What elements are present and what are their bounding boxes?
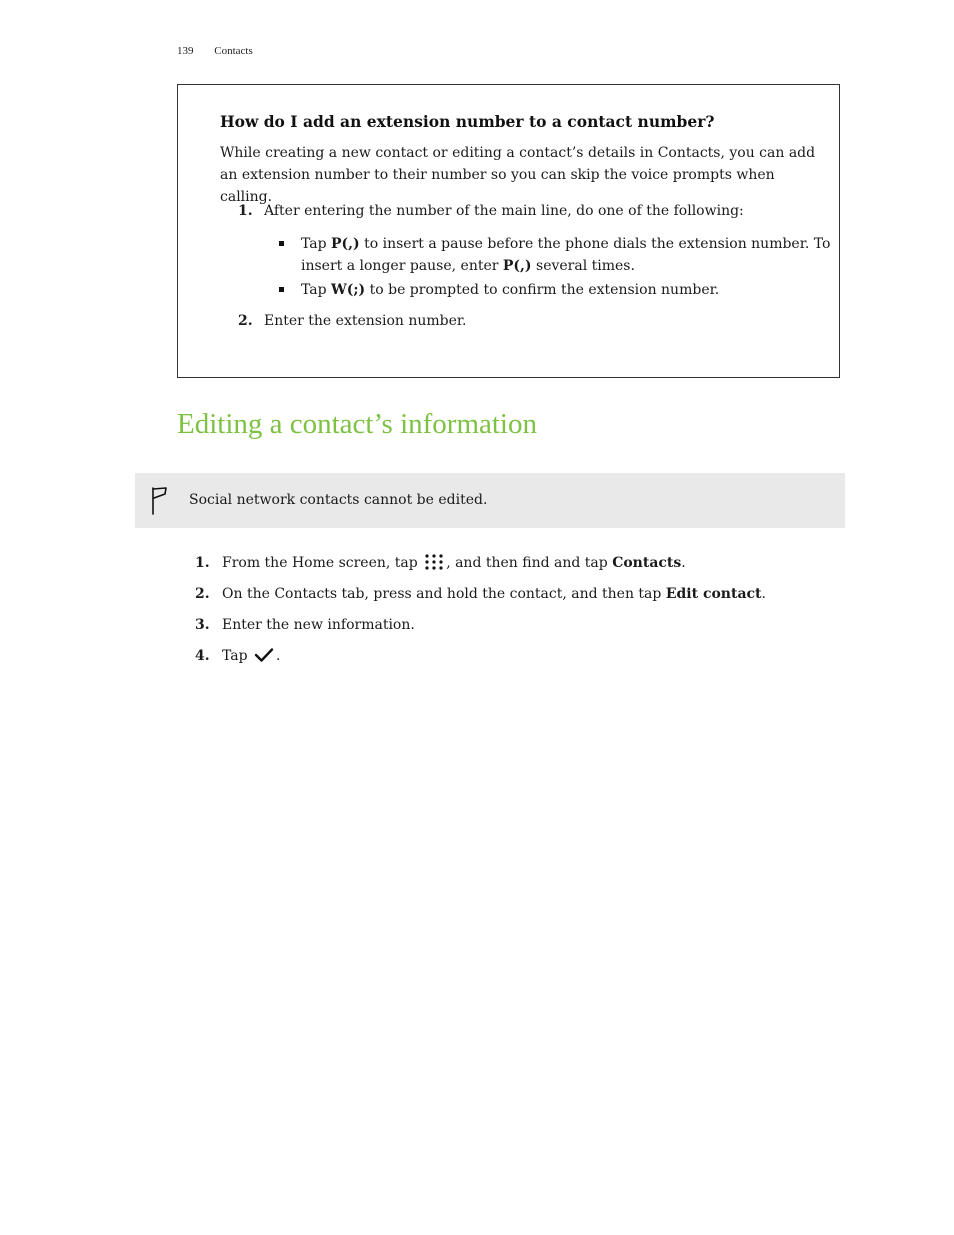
bullet-text <box>301 233 841 277</box>
apps-grid-icon <box>424 553 444 578</box>
step-text-part: . <box>276 648 281 664</box>
step-bold-term: Contacts <box>612 555 682 571</box>
bullet-bold-code: W(;) <box>331 282 366 298</box>
edit-step-2 <box>195 583 795 605</box>
page-number: 139 <box>177 45 194 57</box>
bullet-text-part: Tap <box>301 282 332 298</box>
edit-step-4 <box>195 645 795 667</box>
edit-step-1 <box>195 552 795 574</box>
step-text: Enter the new information. <box>222 617 415 633</box>
step-text <box>222 552 686 578</box>
step-text-part: . <box>761 586 766 602</box>
bullet-text-part: to be prompted to confirm the extension number. <box>365 282 720 298</box>
faq-bullet-2 <box>279 279 839 301</box>
bullet-bold-code: P(,) <box>331 236 360 252</box>
step-text: Enter the extension number. <box>264 313 467 329</box>
edit-step-3 <box>195 614 795 636</box>
bullet-text-part: several times. <box>531 258 635 274</box>
note-text: Social network contacts cannot be edited. <box>189 492 488 508</box>
faq-intro: While creating a new contact or editing a contact’s details in Contacts, you can add an extension number to their number so you can skip the voice prompts when calling. <box>220 145 816 205</box>
bullet-text-part: Tap <box>301 236 332 252</box>
faq-bullet-1 <box>279 233 839 277</box>
step-number: 2. <box>195 586 210 602</box>
step-text-part: Tap <box>222 648 253 664</box>
step-text <box>222 645 280 670</box>
running-section-title: Contacts <box>214 45 253 57</box>
flag-icon <box>149 485 169 521</box>
step-bold-term: Edit contact <box>665 586 762 602</box>
note-box <box>135 473 845 528</box>
faq-box <box>177 84 840 378</box>
step-number: 3. <box>195 617 210 633</box>
bullet-text <box>301 279 841 301</box>
step-text-part: From the Home screen, tap <box>222 555 423 571</box>
step-number: 2. <box>238 313 253 329</box>
page-header <box>177 45 253 57</box>
bullet-marker <box>279 287 284 292</box>
section-heading: Editing a contact’s information <box>177 408 537 440</box>
step-number: 1. <box>195 555 210 571</box>
bullet-bold-code: P(,) <box>502 258 532 274</box>
checkmark-icon <box>254 647 274 670</box>
bullet-text-part: to insert a pause before the phone dials the extension number. To insert a longer pause, enter <box>301 236 831 274</box>
step-number: 4. <box>195 648 210 664</box>
faq-title: How do I add an extension number to a contact number? <box>220 112 715 131</box>
step-number: 1. <box>238 203 253 219</box>
step-text <box>222 583 766 605</box>
bullet-marker <box>279 241 284 246</box>
step-text: After entering the number of the main line, do one of the following: <box>264 203 744 219</box>
step-text-part: , and then find and tap <box>446 555 613 571</box>
step-text-part: . <box>681 555 686 571</box>
step-text-part: On the Contacts tab, press and hold the contact, and then tap <box>222 586 666 602</box>
